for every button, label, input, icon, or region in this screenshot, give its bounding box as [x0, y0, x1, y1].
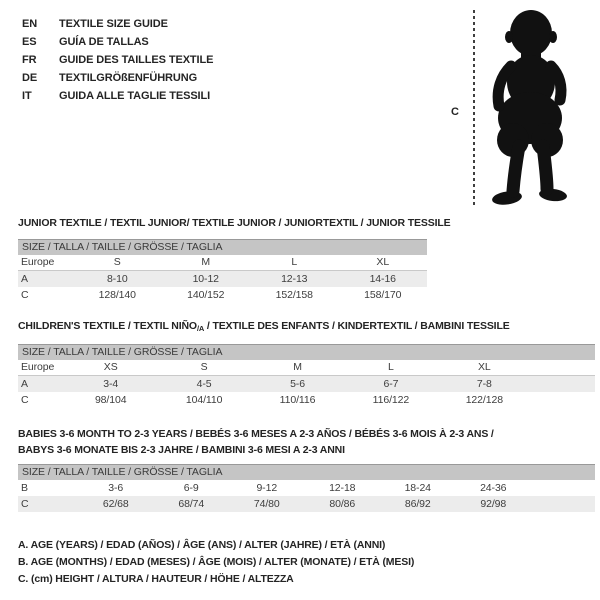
height-measure-label: C — [451, 106, 459, 118]
language-title: TEXTILGRÖßENFÜHRUNG — [59, 72, 198, 84]
size-cell: M — [293, 361, 302, 373]
language-title: GUIDE DES TAILLES TEXTILE — [59, 54, 214, 66]
size-cell: 128/140 — [98, 289, 136, 301]
size-cell: XL — [478, 361, 491, 373]
row-label-cell: C — [21, 394, 29, 406]
measure-legend — [18, 537, 414, 588]
table-size-header: SIZE / TALLA / TAILLE / GRÖSSE / TAGLIA — [18, 464, 595, 480]
language-row-de — [22, 69, 213, 87]
table-row-age-months — [18, 480, 595, 496]
size-cell: 3-4 — [103, 378, 119, 390]
table-row-height — [18, 392, 595, 408]
size-cell: 24-36 — [480, 482, 507, 494]
toddler-silhouette-icon — [483, 8, 575, 208]
row-label-cell: C — [21, 498, 29, 510]
size-cell: 14-16 — [369, 273, 396, 285]
size-cell: 86/92 — [404, 498, 431, 510]
language-row-fr — [22, 51, 213, 69]
size-cell: S — [113, 256, 121, 268]
row-label-cell: Europe — [21, 361, 55, 373]
table-right-spacer — [531, 480, 595, 496]
size-cell: L — [388, 361, 394, 373]
size-cell: 10-12 — [192, 273, 219, 285]
size-cell: 3-6 — [108, 482, 124, 494]
junior-size-table — [18, 239, 427, 303]
row-label-cell: Europe — [21, 256, 55, 268]
size-cell: 68/74 — [178, 498, 205, 510]
table-row-age — [18, 271, 427, 287]
language-row-it — [22, 87, 213, 105]
legend-line-c: C. (cm) HEIGHT / ALTURA / HAUTEUR / HÖHE / ALTEZZA — [18, 573, 294, 585]
size-cell: 18-24 — [404, 482, 431, 494]
language-title: GUÍA DE TALLAS — [59, 36, 149, 48]
size-cell: 12-13 — [281, 273, 308, 285]
size-cell: 6-7 — [383, 378, 399, 390]
language-code: IT — [22, 90, 32, 102]
children-section-heading — [18, 320, 510, 333]
table-size-header: SIZE / TALLA / TAILLE / GRÖSSE / TAGLIA — [18, 239, 427, 255]
table-right-spacer — [531, 392, 595, 408]
table-row-height — [18, 287, 427, 303]
babies-section-heading — [18, 426, 494, 458]
size-cell: 98/104 — [94, 394, 127, 406]
legend-line-a: A. AGE (YEARS) / EDAD (AÑOS) / ÂGE (ANS) / ALTER (JAHRE) / ETÀ (ANNI) — [18, 539, 386, 551]
table-right-spacer — [531, 376, 595, 392]
size-cell: 110/116 — [279, 394, 316, 406]
row-label-cell: A — [21, 378, 28, 390]
children-size-table — [18, 344, 595, 408]
size-cell: 80/86 — [329, 498, 356, 510]
table-row-age — [18, 376, 595, 392]
language-code: DE — [22, 72, 38, 84]
table-row-europe — [18, 255, 427, 271]
junior-section-heading: JUNIOR TEXTILE / TEXTIL JUNIOR/ TEXTILE JUNIOR / JUNIORTEXTIL / JUNIOR TESSILE — [18, 217, 451, 229]
size-cell: 74/80 — [253, 498, 280, 510]
size-cell: 62/68 — [102, 498, 129, 510]
size-cell: L — [291, 256, 298, 268]
babies-heading-line1: BABIES 3-6 MONTH TO 2-3 YEARS / BEBÉS 3-6 MESES A 2-3 AÑOS / BÉBÉS 3-6 MOIS À 2-3 ANS / — [18, 428, 494, 440]
size-cell: 104/110 — [185, 394, 223, 406]
row-label-cell: C — [21, 289, 29, 301]
size-cell: 6-9 — [183, 482, 199, 494]
babies-heading-line2: BABYS 3-6 MONATE BIS 2-3 JAHRE / BAMBINI 3-6 MESI A 2-3 ANNI — [18, 444, 345, 456]
table-size-header: SIZE / TALLA / TAILLE / GRÖSSE / TAGLIA — [18, 344, 595, 360]
language-code: FR — [22, 54, 37, 66]
size-cell: 9-12 — [256, 482, 278, 494]
language-row-en — [22, 15, 213, 33]
babies-size-table — [18, 464, 595, 512]
size-cell: XS — [103, 361, 118, 373]
table-right-spacer — [531, 360, 595, 375]
row-label-cell: A — [21, 273, 28, 285]
language-row-es — [22, 33, 213, 51]
table-row-europe — [18, 360, 595, 376]
row-label-cell: B — [21, 482, 28, 494]
size-cell: 8-10 — [106, 273, 128, 285]
language-title: GUIDA ALLE TAGLIE TESSILI — [59, 90, 211, 102]
size-cell: 5-6 — [290, 378, 305, 390]
size-cell: 152/158 — [275, 289, 313, 301]
size-cell: 92/98 — [480, 498, 507, 510]
table-row-height — [18, 496, 595, 512]
size-cell: 140/152 — [187, 289, 225, 301]
size-cell: M — [201, 256, 211, 268]
size-cell: 7-8 — [476, 378, 492, 390]
language-code: ES — [22, 36, 37, 48]
size-cell: 12-18 — [329, 482, 356, 494]
children-heading-subscript: /A — [196, 324, 205, 333]
language-code: EN — [22, 18, 38, 30]
size-cell: XL — [376, 256, 390, 268]
legend-line-b: B. AGE (MONTHS) / EDAD (MESES) / ÂGE (MOIS) / ALTER (MONATE) / ETÀ (MESI) — [18, 556, 415, 568]
size-cell: S — [200, 361, 208, 373]
children-heading-rest: / TEXTILE DES ENFANTS / KINDERTEXTIL / BAMBINI TESSILE — [204, 320, 510, 332]
height-measure-dashed-line — [473, 10, 475, 207]
size-cell: 158/170 — [364, 289, 402, 301]
size-cell: 116/122 — [372, 394, 410, 406]
language-title: TEXTILE SIZE GUIDE — [59, 18, 168, 30]
language-list — [22, 15, 213, 105]
children-heading-main: CHILDREN'S TEXTILE / TEXTIL NIÑO — [18, 320, 197, 332]
size-cell: 4-5 — [196, 378, 212, 390]
table-right-spacer — [531, 496, 595, 512]
size-cell: 122/128 — [465, 394, 503, 406]
